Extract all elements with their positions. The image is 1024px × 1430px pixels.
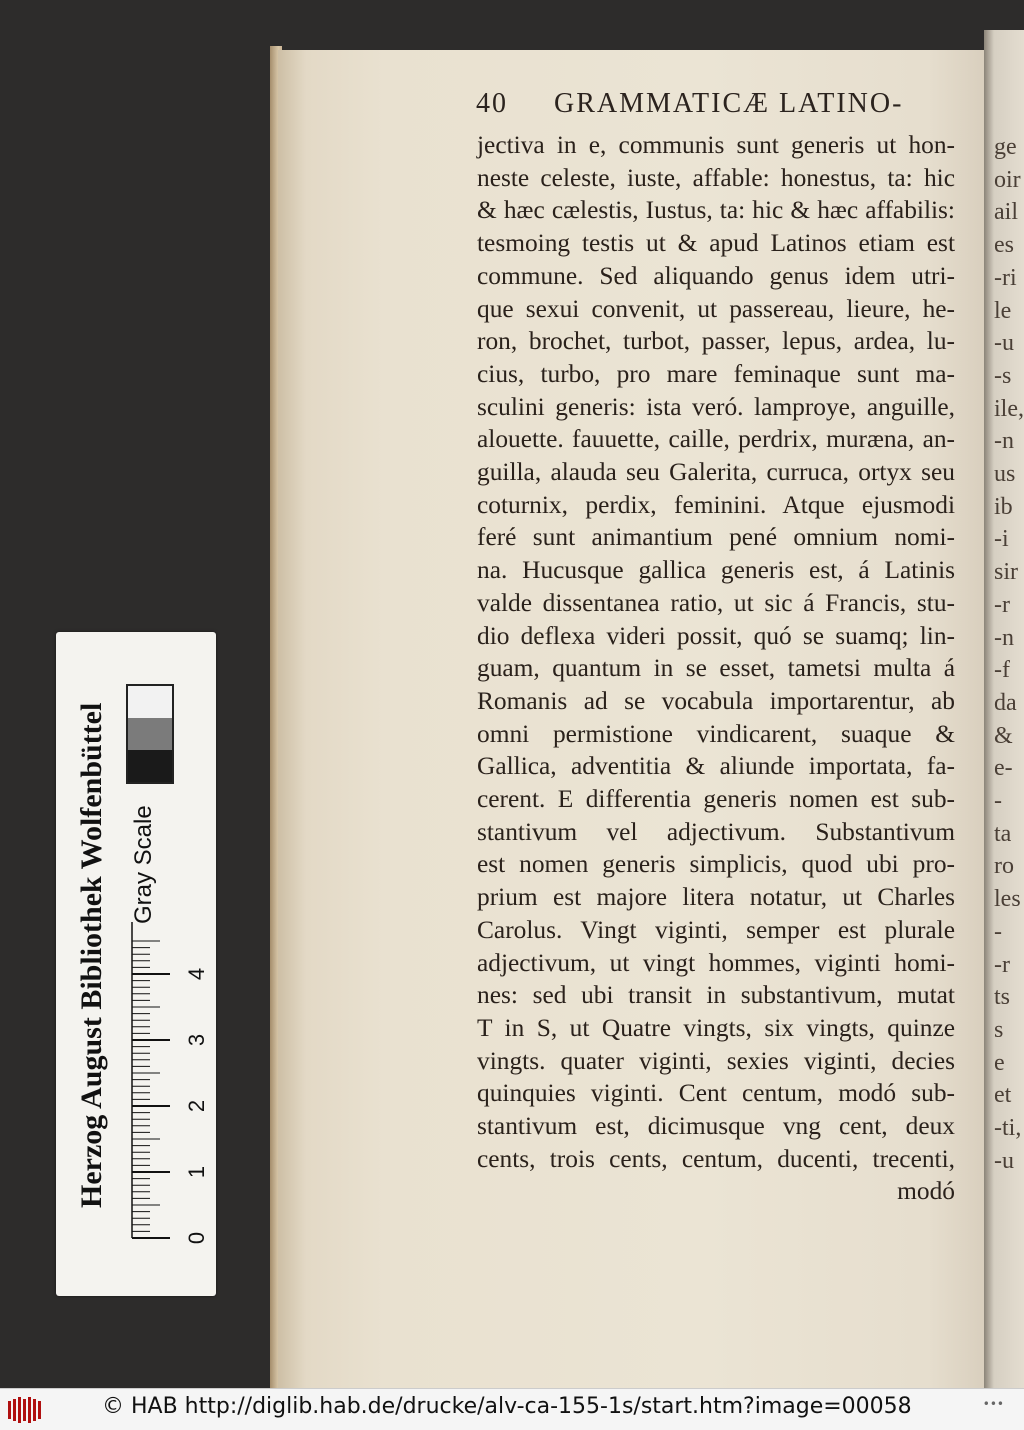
facing-page-fragment: da <box>994 689 1017 716</box>
text-line: nes: sed ubi transit in substantivum, mutat <box>477 981 955 1010</box>
text-line: feré sunt animantium pené omnium nomi- <box>477 523 955 552</box>
text-line: T in S, ut Quatre vingts, six vingts, quinze <box>477 1013 955 1042</box>
swatch-white <box>128 686 172 718</box>
text-line: na. Hucusque gallica generis est, á Latinis <box>477 556 955 585</box>
facing-page-fragment: s <box>994 1016 1004 1043</box>
text-line: adjectivum, ut vingt hommes, viginti homi- <box>477 948 955 977</box>
gray-scale-label: Gray Scale <box>130 805 157 925</box>
text-line: guam, quantum in se esset, tametsi multa á <box>477 654 955 683</box>
facing-page-fragment: -ri <box>994 264 1017 291</box>
facing-page-fragment: les <box>994 886 1021 913</box>
text-line: est nomen generis simplicis, quod ubi pro- <box>477 850 955 879</box>
facing-page-fragment: ro <box>994 853 1014 880</box>
ruler-number: 0 <box>184 1231 209 1245</box>
ruler <box>124 920 210 1250</box>
facing-page-fragment: us <box>994 461 1016 487</box>
source-url[interactable]: © HAB http://diglib.hab.de/drucke/alv-ca-155-1s/start.htm?image=00058 <box>102 1394 912 1419</box>
facing-page-fragment: ail <box>994 199 1018 226</box>
facing-page-fragment: ib <box>994 493 1013 520</box>
facing-page-fragment: -r <box>994 591 1010 618</box>
facing-page-fragment: -i <box>994 526 1009 553</box>
text-line: jectiva in e, communis sunt generis ut hon- <box>477 131 955 159</box>
text-line: dio deflexa videri possit, quó se suamq; lin- <box>477 621 955 650</box>
text-line: sculini generis: ista veró. lamproye, anguille, <box>477 392 955 421</box>
text-line: tesmoing testis ut & apud Latinos etiam est <box>477 229 955 258</box>
more-icon[interactable]: ••• <box>982 1397 1004 1411</box>
facing-page-fragment: ile, <box>994 395 1024 422</box>
ruler-number: 4 <box>184 967 209 981</box>
text-line: alouette. fauuette, caille, perdrix, muræna, an- <box>477 425 955 454</box>
text-line: vingts. quater viginti, sexies viginti, decies <box>477 1046 955 1075</box>
text-line: cius, turbo, pro mare feminaque sunt ma- <box>477 359 955 388</box>
text-line: guilla, alauda seu Galerita, curruca, ortyx seu <box>477 458 955 486</box>
facing-page-fragment: le <box>994 297 1012 324</box>
text-line: Carolus. Vingt viginti, semper est plurale <box>477 915 955 944</box>
facing-page-fragment: ge <box>994 134 1017 160</box>
facing-page-fragment: et <box>994 1082 1012 1109</box>
text-line: Romanis ad se vocabula importarentur, ab <box>477 686 955 715</box>
ruler-number: 2 <box>184 1099 209 1113</box>
text-line: cerent. E differentia generis nomen est sub- <box>477 785 955 813</box>
hab-logo-icon <box>6 1397 46 1423</box>
text-line: omni permistione vindicarent, suaque & <box>477 719 955 748</box>
gray-swatch <box>126 684 174 784</box>
facing-page-fragment: -u <box>994 330 1014 357</box>
text-line: stantivum est, dicimusque vng cent, deux <box>477 1112 955 1140</box>
facing-page-fragment: e <box>994 1049 1005 1076</box>
facing-page-fragment: & <box>994 722 1013 749</box>
running-head-title: GRAMMATICÆ LATINO- <box>554 88 904 119</box>
text-line: neste celeste, iuste, affable: honestus, ta: hic <box>477 163 955 192</box>
facing-page-fragment: sir <box>994 559 1018 586</box>
ruler-number: 3 <box>184 1033 209 1047</box>
facing-page-fragment: -f <box>994 657 1010 684</box>
text-line: valde dissentanea ratio, ut sic á Francis, stu- <box>477 588 955 617</box>
footer-bar <box>0 1388 1024 1430</box>
facing-page-fragment: -ti, <box>994 1115 1022 1141</box>
facing-page-fragment: -u <box>994 1147 1014 1174</box>
ruler-number: 1 <box>184 1165 209 1179</box>
text-line: commune. Sed aliquando genus idem utri- <box>477 261 955 290</box>
facing-page-fragment: -r <box>994 951 1010 978</box>
facing-page-fragment: ta <box>994 820 1012 847</box>
library-name: Herzog August Bibliothek Wolfenbüttel <box>75 702 108 1208</box>
facing-page-fragment: - <box>994 788 1002 814</box>
facing-page-fragment: e- <box>994 755 1013 782</box>
text-line: stantivum vel adjectivum. Substantivum <box>477 817 955 846</box>
text-line: modó <box>897 1177 955 1206</box>
text-line: que sexui convenit, ut passereau, lieure, he- <box>477 294 955 323</box>
text-line: quinquies viginti. Cent centum, modó sub- <box>477 1079 955 1108</box>
facing-page-fragment: -n <box>994 428 1014 455</box>
facing-page-fragment: -n <box>994 624 1014 651</box>
facing-page-fragment: oir <box>994 166 1021 193</box>
facing-page-fragment: -s <box>994 362 1012 389</box>
text-line: cents, trois cents, centum, ducenti, trecenti, <box>477 1144 955 1173</box>
page-number: 40 <box>476 88 508 119</box>
swatch-black <box>128 750 172 782</box>
text-line: coturnix, perdix, feminini. Atque ejusmodi <box>477 490 955 519</box>
facing-page-fragment: - <box>994 918 1002 945</box>
facing-page-fragment: es <box>994 232 1014 259</box>
swatch-gray <box>128 718 172 751</box>
text-line: & hæc cælestis, Iustus, ta: hic & hæc affabilis: <box>477 196 955 225</box>
facing-page-fragment: ts <box>994 984 1011 1011</box>
running-head <box>476 88 956 124</box>
text-line: prium est majore litera notatur, ut Charles <box>477 883 955 912</box>
text-line: ron, brochet, turbot, passer, lepus, ardea, lu- <box>477 327 955 356</box>
text-line: Gallica, adventitia & aliunde importata, fa- <box>477 752 955 781</box>
